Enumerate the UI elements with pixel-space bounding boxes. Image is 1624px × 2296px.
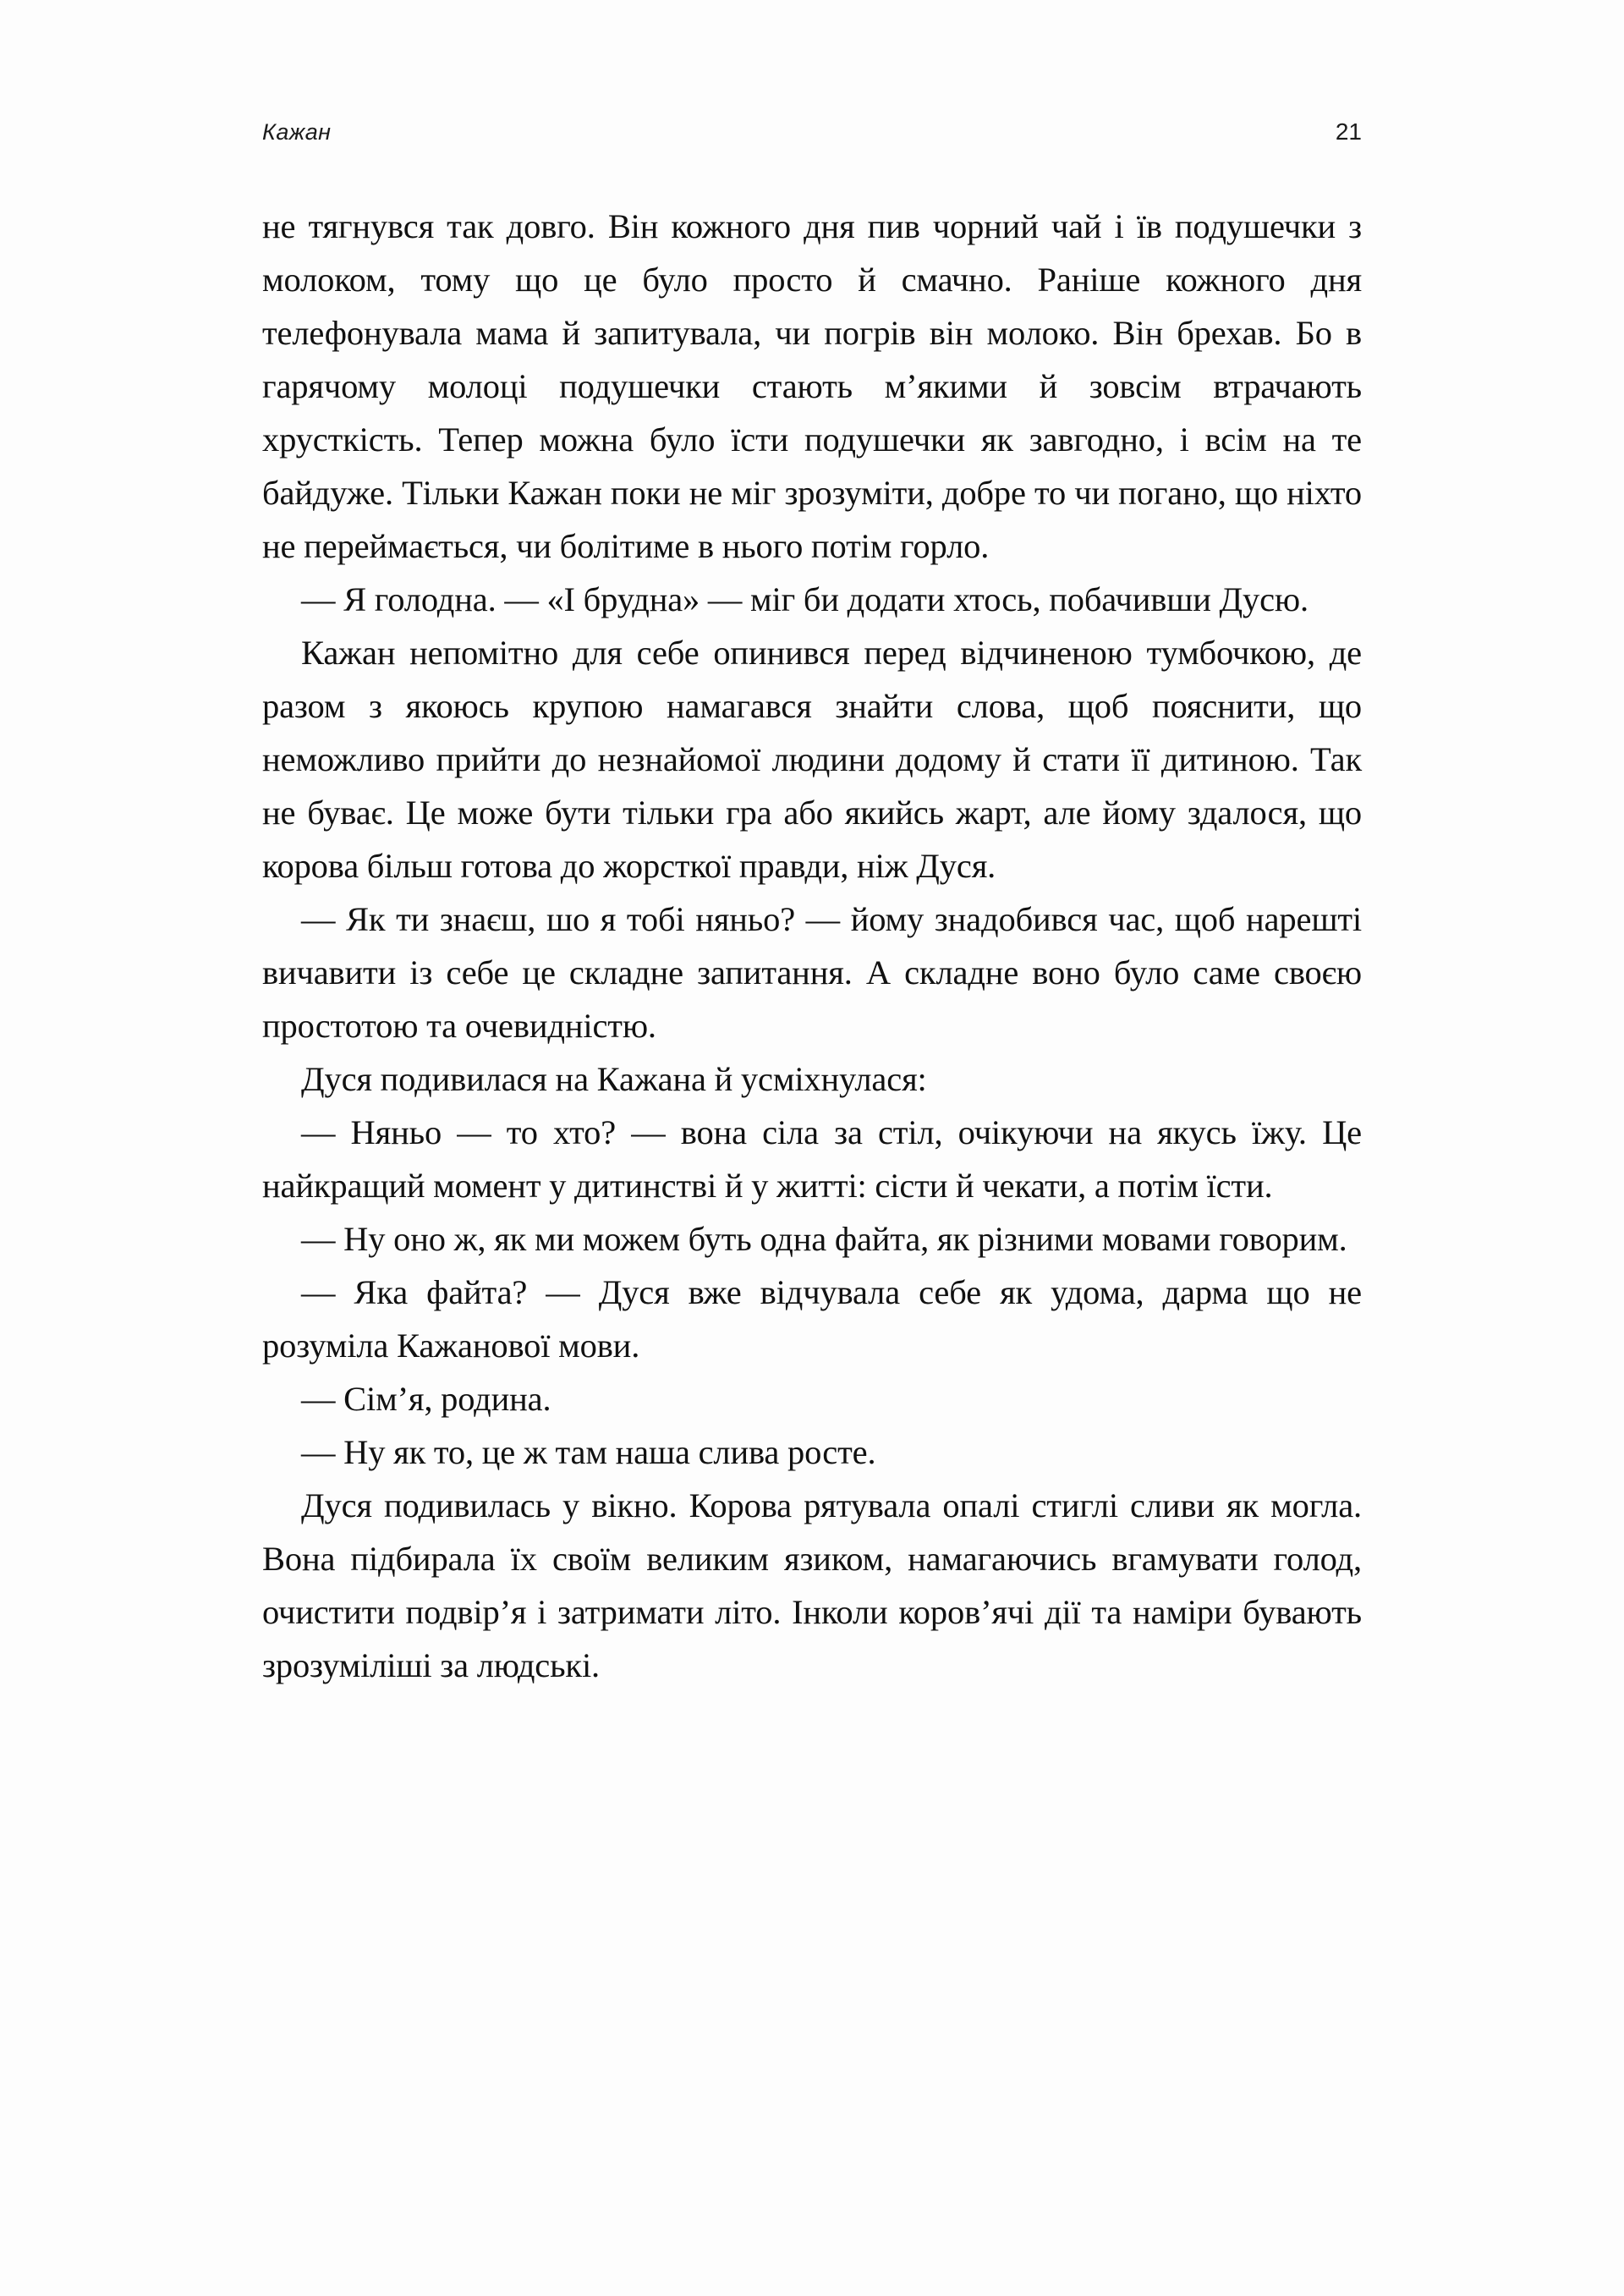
body-paragraph: — Ну як то, це ж там наша слива росте. [301,1433,876,1471]
body-paragraph: — Як ти знаєш, шо я тобі няньо? — йому знадобився час, щоб нарешті вичавити із себе це складне запитання. А складне воно було саме своєю простотою та очевидністю. [262,900,1362,1045]
running-head-title: Кажан [262,119,332,145]
body-paragraph: — Ну оно ж, як ми можем буть одна файта, як різними мовами говорим. [301,1220,1347,1258]
body-text-block [262,200,1362,1692]
body-paragraph: не тягнувся так довго. Він кожного дня пив чорний чай і їв подушечки з молоком, тому що це було просто й смачно. Раніше кожного дня телефонувала мама й запитувала, чи погрів він молоко. Він брехав. Бо в гарячому молоці подушечки стають м’якими й зовсім втрачають хрусткість. Тепер можна було їсти подушечки як завгодно, і всім на те байдуже. Тільки Кажан поки не міг зрозуміти, добре то чи погано, що ніхто не переймається, чи болітиме в нього потім горло. [262,207,1362,565]
running-head [262,118,1362,156]
body-paragraph: — Я голодна. — «І брудна» — міг би додати хтось, побачивши Дусю. [301,580,1309,618]
body-paragraph: Кажан непомітно для себе опинився перед відчиненою тумбочкою, де разом з якоюсь крупою намагався знайти слова, щоб пояснити, що неможливо прийти до незнайомої людини додому й стати її дитиною. Так не буває. Це може бути тільки гра або якийсь жарт, але йому здалося, що корова більш готова до жорсткої правди, ніж Дуся. [262,634,1362,885]
page-number: 21 [1335,118,1362,145]
body-paragraph: Дуся подивилася на Кажана й усміхнулася: [301,1060,927,1098]
body-paragraph: Дуся подивилась у вікно. Корова рятувала опалі стиглі сливи як могла. Вона підбирала їх своїм великим язиком, намагаючись вгамувати голод, очистити подвір’я і затримати літо. Інколи коров’ячі дії та наміри бувають зрозуміліші за людські. [262,1486,1362,1684]
body-paragraph: — Сім’я, родина. [301,1380,551,1418]
body-paragraph: — Яка файта? — Дуся вже відчувала себе як удома, дарма що не розуміла Кажанової мови. [262,1273,1362,1365]
body-paragraph: — Няньо — то хто? — вона сіла за стіл, очікуючи на якусь їжу. Це найкращий момент у дитинстві й у житті: сісти й чекати, а потім їсти. [262,1113,1362,1205]
